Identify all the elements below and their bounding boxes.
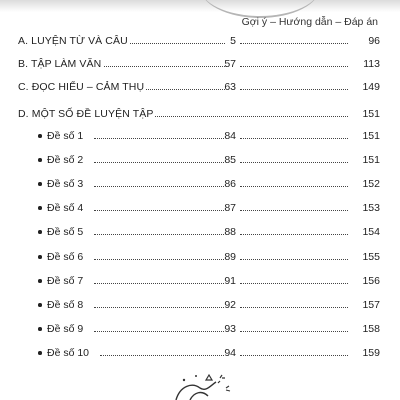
toc-page: 57 <box>224 58 236 70</box>
exercise-answer-page: 155 <box>362 251 380 263</box>
toc-title: B. TẬP LÀM VĂN <box>18 58 102 70</box>
dot-leader <box>94 283 224 284</box>
toc-row-a[interactable] <box>0 33 400 49</box>
dot-leader <box>240 66 348 67</box>
dot-leader <box>94 186 224 187</box>
dot-leader <box>240 138 348 139</box>
dot-leader <box>94 210 224 211</box>
toc-exercise-row[interactable] <box>0 224 400 240</box>
exercise-page: 87 <box>224 202 236 214</box>
dot-leader <box>240 43 348 44</box>
bullet-icon <box>38 158 42 162</box>
exercise-title: Đề số 1 <box>47 130 84 142</box>
dot-leader <box>94 138 224 139</box>
exercise-page: 94 <box>224 347 236 359</box>
bullet-icon <box>38 279 42 283</box>
dot-leader <box>94 162 224 163</box>
exercise-page: 89 <box>224 251 236 263</box>
dot-leader <box>240 283 348 284</box>
toc-exercise-row[interactable] <box>0 200 400 216</box>
bullet-icon <box>38 182 42 186</box>
dot-leader <box>94 259 224 260</box>
bullet-icon <box>38 327 42 331</box>
toc-answer-page: 96 <box>368 35 380 47</box>
toc-exercise-row[interactable] <box>0 321 400 337</box>
exercise-page: 84 <box>224 130 236 142</box>
exercise-answer-page: 157 <box>362 299 380 311</box>
toc-exercise-row[interactable] <box>0 345 400 361</box>
exercise-page: 91 <box>224 275 236 287</box>
toc-exercise-row[interactable] <box>0 249 400 265</box>
dot-leader <box>240 162 348 163</box>
toc-row-d[interactable] <box>0 106 400 122</box>
column-header: Gợi ý – Hướng dẫn – Đáp án <box>241 16 378 28</box>
exercise-answer-page: 151 <box>362 130 380 142</box>
exercise-title: Đề số 5 <box>47 226 84 238</box>
toc-exercise-row[interactable] <box>0 273 400 289</box>
bullet-icon <box>38 255 42 259</box>
bullet-icon <box>38 206 42 210</box>
toc-page: 63 <box>224 81 236 93</box>
toc-title: C. ĐỌC HIỂU – CẢM THỤ <box>18 81 145 93</box>
toc-answer-page: 151 <box>350 106 380 122</box>
exercise-answer-page: 156 <box>362 275 380 287</box>
toc-row-b[interactable] <box>0 56 400 72</box>
decorative-illustration-icon <box>170 370 234 400</box>
bullet-icon <box>38 303 42 307</box>
bullet-icon <box>38 230 42 234</box>
toc-answer-page: 113 <box>363 58 380 70</box>
toc-exercise-row[interactable] <box>0 176 400 192</box>
exercise-title: Đề số 8 <box>47 299 84 311</box>
dot-leader <box>240 234 348 235</box>
exercise-page: 86 <box>224 178 236 190</box>
toc-answer-page: 149 <box>362 81 380 93</box>
exercise-title: Đề số 7 <box>47 275 84 287</box>
dot-leader <box>94 234 224 235</box>
exercise-title: Đề số 3 <box>47 178 84 190</box>
toc-row-c[interactable] <box>0 79 400 95</box>
dot-leader <box>240 210 348 211</box>
dot-leader <box>240 331 348 332</box>
exercise-answer-page: 153 <box>362 202 380 214</box>
bullet-icon <box>38 351 42 355</box>
page-top-edge <box>0 0 400 12</box>
toc-title: A. LUYỆN TỪ VÀ CÂU <box>18 35 128 47</box>
toc-page: 5 <box>230 35 236 47</box>
exercise-title: Đề số 9 <box>47 323 84 335</box>
dot-leader <box>240 355 348 356</box>
dot-leader <box>240 186 348 187</box>
exercise-answer-page: 154 <box>362 226 380 238</box>
dot-leader <box>240 259 348 260</box>
dot-leader <box>94 307 224 308</box>
exercise-page: 88 <box>224 226 236 238</box>
exercise-title: Đề số 2 <box>47 154 84 166</box>
dot-leader <box>240 307 348 308</box>
toc-exercise-row[interactable] <box>0 128 400 144</box>
toc-title: D. MỘT SỐ ĐỀ LUYỆN TẬP <box>18 108 154 120</box>
exercise-answer-page: 152 <box>362 178 380 190</box>
exercise-answer-page: 159 <box>362 347 380 359</box>
toc-exercise-row[interactable] <box>0 297 400 313</box>
exercise-title: Đề số 4 <box>47 202 84 214</box>
bullet-icon <box>38 134 42 138</box>
exercise-page: 93 <box>224 323 236 335</box>
exercise-page: 92 <box>224 299 236 311</box>
exercise-page: 85 <box>224 154 236 166</box>
exercise-title: Đề số 6 <box>47 251 84 263</box>
toc-exercise-row[interactable] <box>0 152 400 168</box>
dot-leader <box>240 89 348 90</box>
dot-leader <box>94 331 224 332</box>
exercise-answer-page: 151 <box>362 154 380 166</box>
exercise-answer-page: 158 <box>362 323 380 335</box>
exercise-title: Đề số 10 <box>47 347 90 359</box>
